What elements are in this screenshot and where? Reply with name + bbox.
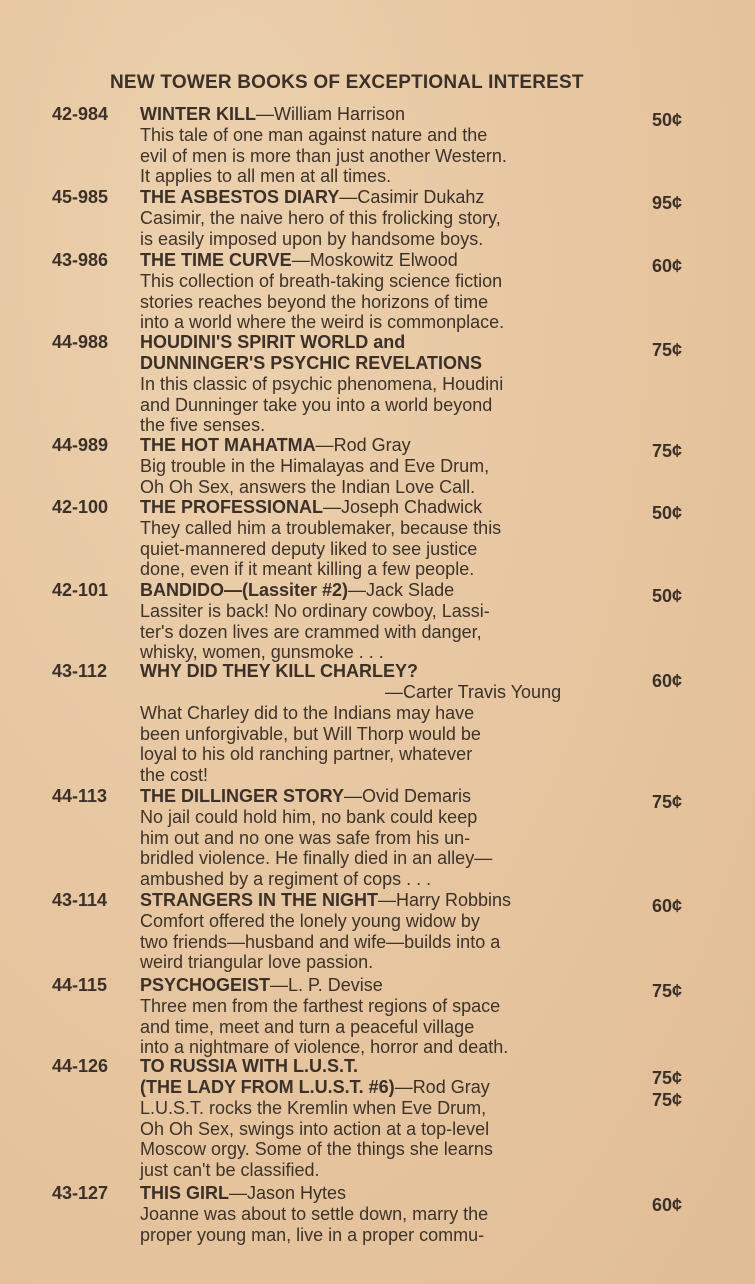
book-text	[140, 332, 610, 436]
book-price: 60¢	[652, 896, 683, 916]
book-title-line-2	[140, 353, 610, 374]
book-price-2: 75¢	[652, 1090, 683, 1110]
book-text	[140, 786, 610, 889]
book-code: 45-985	[52, 187, 109, 207]
book-price: 60¢	[652, 256, 683, 276]
book-text	[140, 497, 610, 580]
book-title: STRANGERS IN THE NIGHT	[140, 890, 379, 910]
book-text	[140, 661, 610, 785]
book-title: THE HOT MAHATMA	[140, 435, 316, 455]
book-text	[140, 1183, 610, 1245]
book-title: PSYCHOGEIST	[140, 975, 271, 995]
book-title: BANDIDO—(Lassiter #2)	[140, 580, 349, 600]
book-author: Moskowitz Elwood	[309, 250, 458, 270]
book-text	[140, 187, 610, 249]
book-text	[140, 104, 610, 187]
book-code: 44-113	[52, 786, 108, 806]
book-description: What Charley did to the Indians may have been unforgivable, but Will Thorp would be loyal to his old ranching partner, whatever the cost!	[140, 703, 481, 785]
book-author: —Carter Travis Young	[385, 682, 562, 702]
book-title-line: THE TIME CURVE—Moskowitz Elwood	[140, 250, 458, 270]
book-title-line: PSYCHOGEIST—L. P. Devise	[140, 975, 383, 995]
book-description: Big trouble in the Himalayas and Eve Drum, Oh Oh Sex, answers the Indian Love Call.	[140, 456, 490, 497]
book-code: 43-112	[52, 661, 108, 681]
book-text	[140, 580, 610, 663]
book-code: 43-986	[52, 250, 109, 270]
book-title-line: WINTER KILL—William Harrison	[140, 104, 405, 124]
book-code: 43-114	[52, 890, 108, 910]
book-text	[140, 890, 610, 973]
book-title: THIS GIRL	[140, 1183, 229, 1203]
book-description: L.U.S.T. rocks the Kremlin when Eve Drum, Oh Oh Sex, swings into action at a top-level Moscow orgy. Some of the things she learns just can't be classified.	[140, 1098, 493, 1180]
book-title-2: DUNNINGER'S PSYCHIC REVELATIONS	[140, 353, 482, 373]
book-text	[140, 250, 610, 333]
book-text	[140, 1056, 610, 1180]
book-price: 60¢	[652, 1195, 683, 1215]
book-title: WINTER KILL	[140, 104, 256, 124]
book-description: Comfort offered the lonely young widow by two friends—husband and wife—builds into a weird triangular love passion.	[140, 911, 501, 972]
book-author: Rod Gray	[333, 435, 411, 455]
book-title-2: (THE LADY FROM L.U.S.T. #6)	[140, 1077, 395, 1097]
book-title: HOUDINI'S SPIRIT WORLD and	[140, 332, 406, 352]
book-description: Three men from the farthest regions of space and time, meet and turn a peaceful village into a nightmare of violence, horror and death.	[140, 996, 509, 1057]
book-code: 44-988	[52, 332, 109, 352]
book-author: Joseph Chadwick	[341, 497, 483, 517]
book-code: 44-989	[52, 435, 109, 455]
book-author: Casimir Dukahz	[357, 187, 485, 207]
book-price: 75¢	[652, 981, 683, 1001]
book-title: THE ASBESTOS DIARY	[140, 187, 340, 207]
book-title-line	[140, 661, 610, 682]
book-title-line: THIS GIRL—Jason Hytes	[140, 1183, 347, 1203]
book-author: L. P. Devise	[288, 975, 383, 995]
book-description: In this classic of psychic phenomena, Houdini and Dunninger take you into a world beyond the five senses.	[140, 374, 504, 435]
book-price: 75¢	[652, 792, 683, 812]
book-title-line: THE HOT MAHATMA—Rod Gray	[140, 435, 411, 455]
book-description: Casimir, the naive hero of this frolicking story, is easily imposed upon by handsome boys.	[140, 208, 501, 249]
book-description: Lassiter is back! No ordinary cowboy, Lassi- ter's dozen lives are crammed with danger, whisky, women, gunsmoke . . .	[140, 601, 490, 662]
book-author: Jack Slade	[366, 580, 455, 600]
book-price: 75¢	[652, 441, 683, 461]
book-code: 44-115	[52, 975, 108, 995]
book-title: THE PROFESSIONAL	[140, 497, 324, 517]
book-price: 95¢	[652, 193, 683, 213]
book-description: This tale of one man against nature and the evil of men is more than just another Western. It applies to all men at all times.	[140, 125, 507, 186]
book-title-line: THE DILLINGER STORY—Ovid Demaris	[140, 786, 472, 806]
book-code: 42-984	[52, 104, 109, 124]
book-description: They called him a troublemaker, because this quiet-mannered deputy liked to see justice done, even if it meant killing a few people.	[140, 518, 502, 579]
book-title-line	[140, 332, 610, 353]
book-description: This collection of breath-taking science fiction stories reaches beyond the horizons of time into a world where the weird is commonplace.	[140, 271, 505, 332]
book-price: 75¢	[652, 340, 683, 360]
book-author: Jason Hytes	[247, 1183, 347, 1203]
book-title: THE DILLINGER STORY	[140, 786, 345, 806]
book-price: 50¢	[652, 110, 683, 130]
book-title-line-2: (THE LADY FROM L.U.S.T. #6)—Rod Gray	[140, 1077, 490, 1097]
book-author: Harry Robbins	[396, 890, 512, 910]
book-price: 75¢	[652, 1068, 683, 1088]
book-description: No jail could hold him, no bank could keep him out and no one was safe from his un- bridled violence. He finally died in an alley— ambushed by a regiment of cops . . .	[140, 807, 493, 889]
book-title: THE TIME CURVE	[140, 250, 292, 270]
book-author: William Harrison	[273, 104, 405, 124]
book-code: 43-127	[52, 1183, 109, 1203]
book-title: TO RUSSIA WITH L.U.S.T.	[140, 1056, 359, 1076]
book-text	[140, 975, 610, 1058]
book-title-line: BANDIDO—(Lassiter #2)—Jack Slade	[140, 580, 455, 600]
book-title-line: THE ASBESTOS DIARY—Casimir Dukahz	[140, 187, 485, 207]
page-heading: NEW TOWER BOOKS OF EXCEPTIONAL INTEREST	[110, 72, 584, 93]
book-author: Rod Gray	[412, 1077, 490, 1097]
book-price: 60¢	[652, 671, 683, 691]
book-description: Joanne was about to settle down, marry the proper young man, live in a proper commu-	[140, 1204, 489, 1245]
book-price: 50¢	[652, 586, 683, 606]
book-code: 44-126	[52, 1056, 109, 1076]
book-author: Ovid Demaris	[362, 786, 472, 806]
book-title: WHY DID THEY KILL CHARLEY?	[140, 661, 419, 681]
book-title-line: STRANGERS IN THE NIGHT—Harry Robbins	[140, 890, 512, 910]
book-title-line: THE PROFESSIONAL—Joseph Chadwick	[140, 497, 483, 517]
book-code: 42-101	[52, 580, 109, 600]
book-title-line	[140, 1056, 610, 1077]
book-code: 42-100	[52, 497, 109, 517]
book-text	[140, 435, 610, 497]
book-price: 50¢	[652, 503, 683, 523]
